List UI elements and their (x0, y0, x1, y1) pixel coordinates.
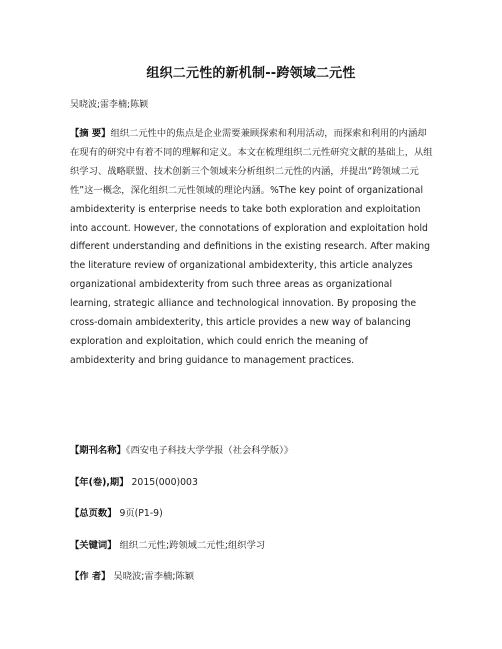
year-label: 【年(卷),期】 (70, 477, 129, 488)
abstract-label: 【摘 要】 (70, 128, 111, 139)
authors-field (70, 568, 440, 582)
pages-label: 【总页数】 (70, 508, 117, 519)
journal-value: 《西安电子科技大学学报（社会科学版）》 (125, 445, 294, 456)
abstract-paragraph (70, 125, 434, 371)
abstract-text: 组织二元性中的焦点是企业需要兼顾探索和利用活动，而探索和利用的内涵却在现有的研究中有着不同的理解和定义。本文在梳理组织二元性研究文献的基础上，从组织学习、战略联盟、技术创新三个领域来分析组织二元性的内涵，并提出“跨领域二元性”这一概念，深化组织二元性领域的理论内涵。%The key point of organizational ambidexterity is enterprise needs to take both exploration and exploitation into account. However, the connotations of exploration and exploitation hold different understanding and definitions in the existing research. After making the literature review of organizational ambidexterity, this article analyzes organizational ambidexterity from such three areas as organizational learning, strategic alliance and technological innovation. By proposing the cross-domain ambidexterity, this article provides a new way of balancing exploration and exploitation, which could enrich the meaning of ambidexterity and bring guidance to management practices. (70, 128, 433, 366)
paper-title: 组织二元性的新机制--跨领域二元性 (146, 66, 356, 81)
journal-field (70, 442, 440, 456)
pages-value: 9页(P1-9) (119, 508, 163, 519)
keywords-value: 组织二元性;跨领域二元性;组织学习 (119, 540, 266, 551)
authors-value: 吴晓波;雷李楠;陈颖 (113, 571, 195, 582)
year-volume-issue-field (70, 474, 440, 488)
authors-label: 【作 者】 (70, 571, 111, 582)
year-value: 2015(000)003 (131, 477, 198, 488)
keywords-label: 【关键词】 (70, 540, 117, 551)
keywords-field (70, 537, 440, 551)
author-byline: 吴晓波;雷李楠;陈颖 (70, 100, 149, 110)
total-pages-field (70, 505, 440, 519)
journal-label: 【期刊名称】 (70, 445, 126, 456)
